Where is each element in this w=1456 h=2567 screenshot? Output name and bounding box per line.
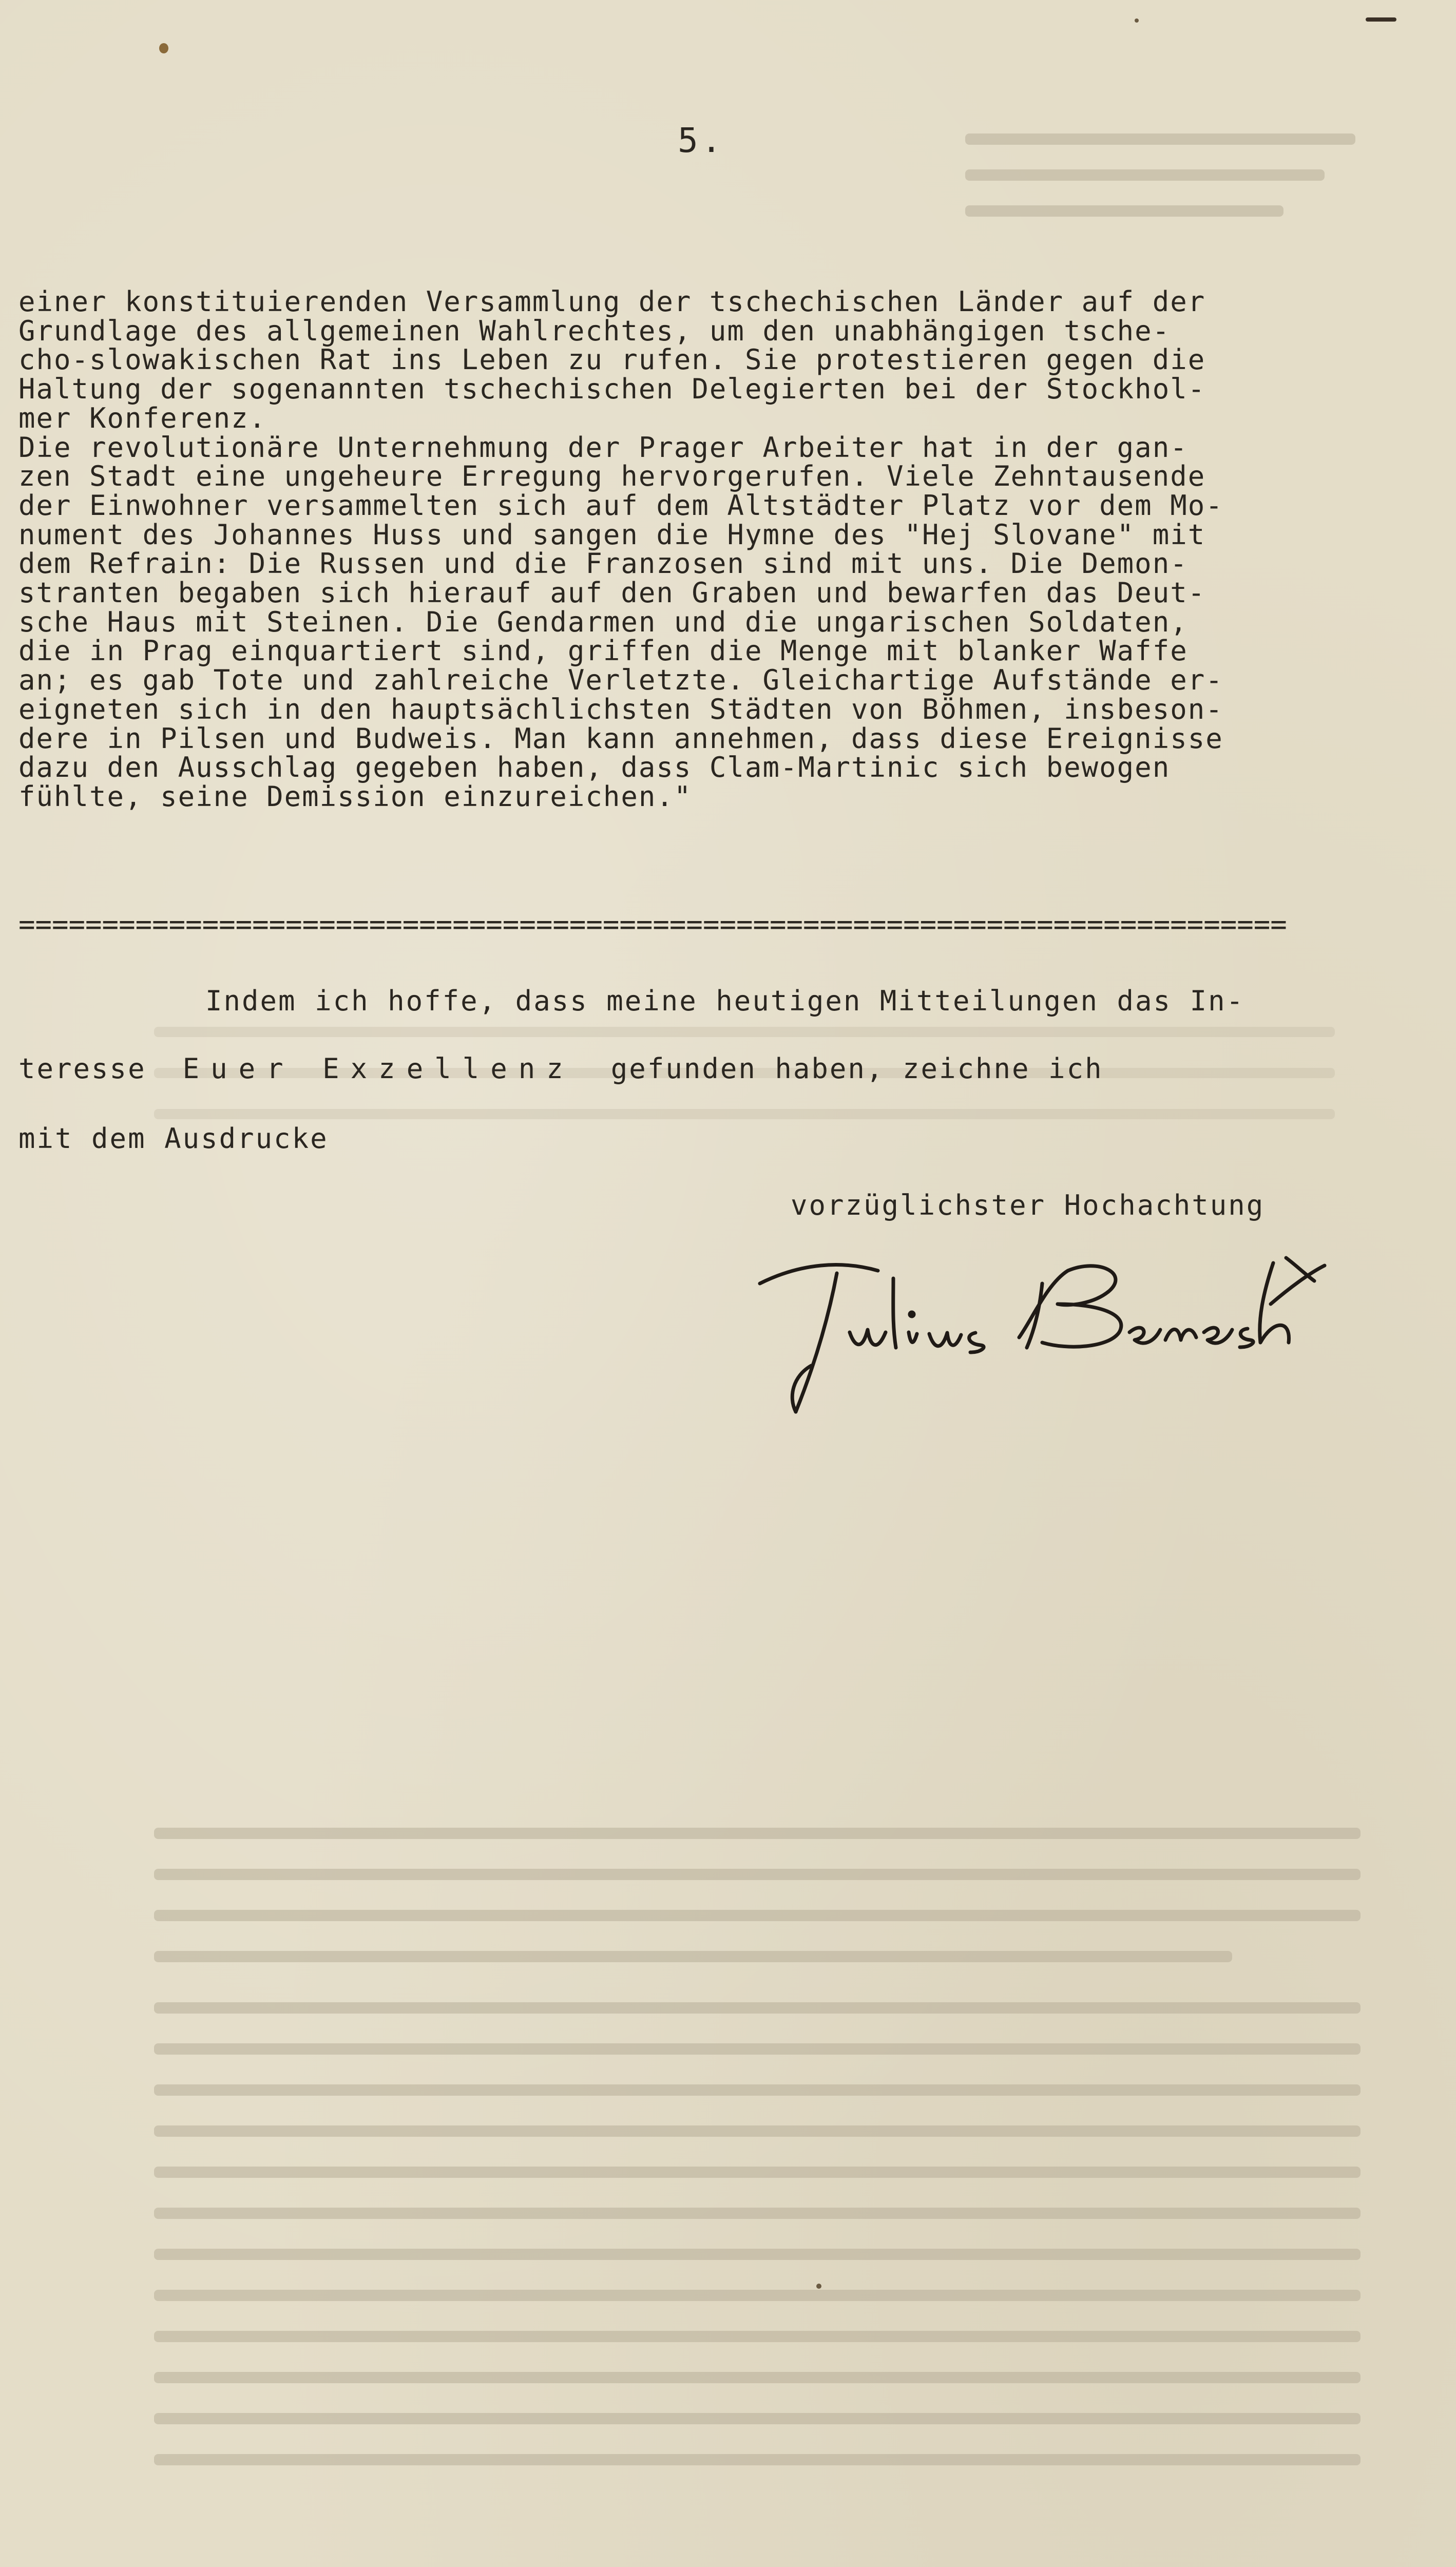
closing-line-2-start: teresse [18,1052,146,1085]
text-line: zen Stadt eine ungeheure Erregung hervorgerufen. Viele Zehntausende [18,460,1206,493]
text-line: stranten begaben sich hierauf auf den Graben und bewarfen das Deut- [18,577,1206,609]
closing-line-2 [18,1052,1103,1085]
text-line: einer konstituierenden Versammlung der tschechischen Länder auf der [18,285,1206,318]
salutation: vorzüglichster Hochachtung [791,1189,1265,1221]
text-line: fühlte, seine Demission einzureichen." [18,780,692,813]
text-line: an; es gab Tote und zahlreiche Verletzte. Gleichartige Aufstände er- [18,664,1223,697]
text-line: cho-slowakischen Rat ins Leben zu rufen. Sie protestieren gegen die [18,343,1206,376]
text-line: mer Konferenz. [18,401,267,434]
addressee-honorific: Euer Exzellenz [182,1052,574,1085]
text-line: Haltung der sogenannten tschechischen Delegierten bei der Stockhol- [18,373,1206,406]
ink-speck [1135,18,1139,23]
section-separator: ============================================================================ [18,912,1287,937]
text-line: Die revolutionäre Unternehmung der Prager Arbeiter hat in der gan- [18,431,1188,464]
text-line: sche Haus mit Steinen. Die Gendarmen und die ungarischen Soldaten, [18,605,1188,638]
text-line: dere in Pilsen und Budweis. Man kann annehmen, dass diese Ereignisse [18,722,1223,755]
closing-line-2-end: gefunden haben, zeichne ich [610,1052,1103,1085]
page-number: 5. [678,121,725,160]
closing-line-3: mit dem Ausdrucke [18,1122,329,1155]
text-line: Grundlage des allgemeinen Wahlrechtes, um den unabhängigen tsche- [18,314,1171,347]
ink-speck [159,43,168,53]
closing-line-1: Indem ich hoffe, dass meine heutigen Mitteilungen das In- [205,985,1245,1017]
handwritten-signature-icon [739,1242,1335,1417]
ink-speck [1366,17,1396,22]
text-line: der Einwohner versammelten sich auf dem Altstädter Platz vor dem Mo- [18,489,1223,522]
ink-speck [816,2284,821,2289]
text-line: dazu den Ausschlag gegeben haben, dass Clam-Martinic sich bewogen [18,751,1171,784]
text-line: eigneten sich in den hauptsächlichsten Städten von Böhmen, insbeson- [18,693,1223,725]
text-line: nument des Johannes Huss und sangen die Hymne des "Hej Slovane" mit [18,518,1206,551]
text-line: die in Prag einquartiert sind, griffen die Menge mit blanker Waffe [18,635,1188,667]
text-line: dem Refrain: Die Russen und die Franzosen sind mit uns. Die Demon- [18,547,1188,580]
report-paragraph [18,285,1430,813]
